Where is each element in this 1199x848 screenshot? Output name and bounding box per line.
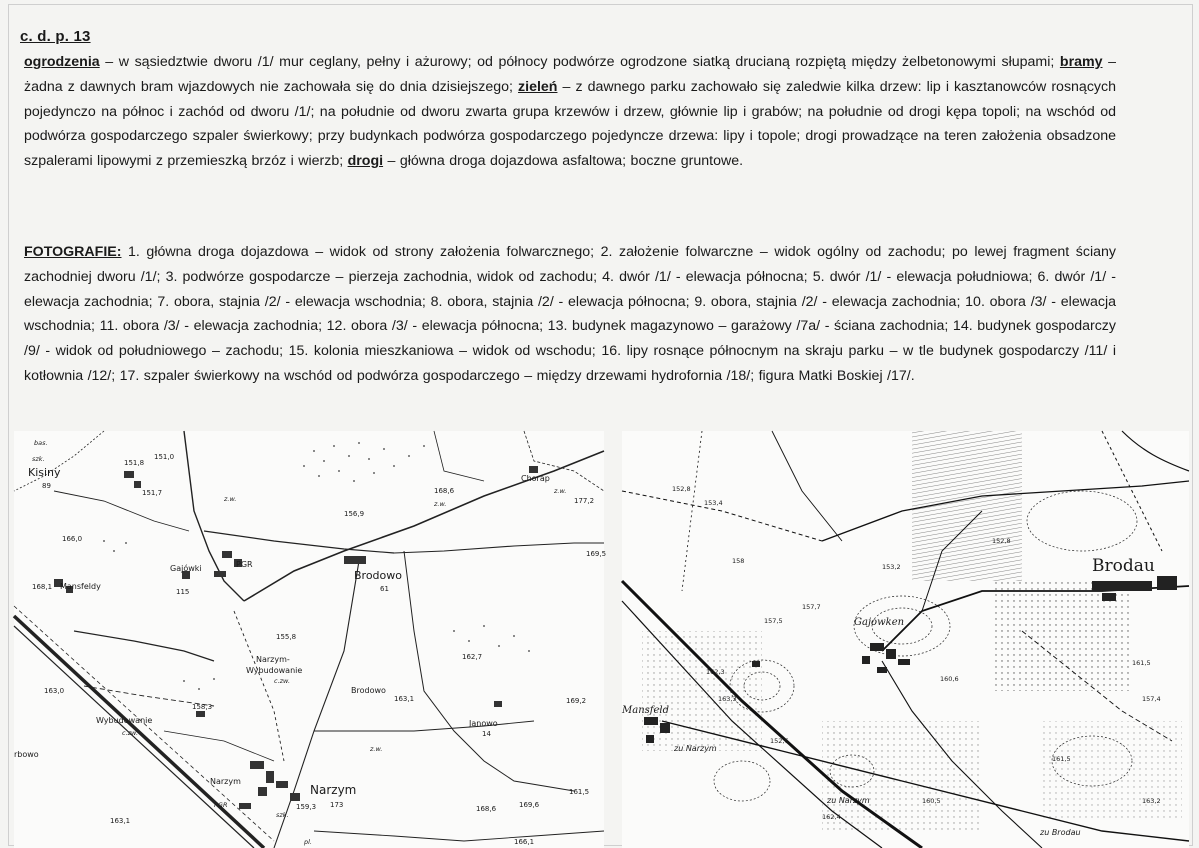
label-gajowken: Gajowken xyxy=(854,617,905,628)
elevation: 162,7 xyxy=(462,653,483,661)
elevation: 161,5 xyxy=(1132,659,1151,667)
abbreviation: pl. xyxy=(304,838,312,846)
label-wybudowanie-2: Wybudowanie xyxy=(96,716,153,725)
elevation: 162,3 xyxy=(706,668,725,676)
label-zu-narzym-2: zu Narzym xyxy=(827,796,870,805)
elevation: 160,5 xyxy=(922,797,941,805)
text-ogrodzenia: – w sąsiedztwie dworu /1/ mur ceglany, pełny i ażurowy; od północy podwórze ogrodzone siatką drucianą rozpiętą między żelbetonowymi słupami; xyxy=(99,54,1060,70)
label-brodau: Brodau xyxy=(1092,556,1155,576)
elevation: 153,4 xyxy=(704,499,723,507)
label-brodowo-small: Brodowo xyxy=(351,686,386,695)
label-kisiny-num: 89 xyxy=(42,482,51,490)
elevation: 159,3 xyxy=(296,803,317,811)
label-wybudowanie: Wybudowanie xyxy=(246,666,303,675)
map-historical-areas xyxy=(642,431,1182,831)
elevation: 157,4 xyxy=(1142,695,1161,703)
elevation: 152,8 xyxy=(672,485,691,493)
elevation: 169,5 xyxy=(586,550,607,558)
elevation: 155,8 xyxy=(276,633,297,641)
elevation: 156,9 xyxy=(344,510,365,518)
elevation: 151,0 xyxy=(154,453,175,461)
photographs-list: 1. główna droga dojazdowa – widok od strony założenia folwarcznego; 2. założenie folwarczne – widok ogólny od zachodu; po lewej fragment ściany zachodniej dworu /1/; 3. podwórze gospodarcze – pierzeja zachodnia, widok od zachodu; 4. dwór /1/ - elewacja północna; 5. dwór /1/ - elewacja południowa; 6. dwór /1/ - elewacja zachodnia; 7. obora, stajnia /2/ - elewacja wschodnia; 8. obora, stajnia /2/ - elewacja północna; 9. obora, stajnia /2/ - elewacja zachodnia; 10. obora /3/ - elewacja wschodnia; 11. obora /3/ - elewacja zachodnia; 12. obora /3/ - elewacja północna; 13. budynek magazynowo – garażowy /7a/ - ściana zachodnia; 14. budynek gospodarczy /9/ - widok od południowego – zachodu; 15. kolonia mieszkaniowa – widok od wschodu; 16. lipy rosnące północnym na skraju parku – w tle budynek gospodarczy /11/ i kotłownia /12/; 17. szpaler świerkowy na wschód od podwórza gospodarczego – między drzewami hydrofornia /18/; figura Matki Boskiej /17/. xyxy=(24,244,1116,384)
elevation: 168,1 xyxy=(32,583,53,591)
elevation: 160,6 xyxy=(940,675,959,683)
text-drogi: – główna droga dojazdowa asfaltowa; boczne gruntowe. xyxy=(383,153,744,170)
label-gajowki-num: 115 xyxy=(176,588,190,596)
elevation: 163,2 xyxy=(1142,797,1161,805)
elevation: 161,5 xyxy=(569,788,590,796)
label-chorap: Chorap xyxy=(521,474,550,483)
elevation: 161,5 xyxy=(1052,755,1071,763)
elevation: 163,0 xyxy=(44,687,65,695)
elevation: 157,7 xyxy=(802,603,821,611)
label-zbowo: rbowo xyxy=(14,750,39,759)
elevation: 168,6 xyxy=(476,805,497,813)
elevation: 153,2 xyxy=(882,563,901,571)
label-gajowki: Gajówki xyxy=(170,564,202,573)
label-zu-brodau: zu Brodau xyxy=(1040,828,1081,837)
abbreviation: z.w. xyxy=(554,487,567,495)
label-mansfeldy: Mansfeldy xyxy=(60,582,101,591)
term-drogi: drogi xyxy=(347,153,384,170)
description-paragraph xyxy=(24,50,1116,174)
term-fotografie: FOTOGRAFIE: xyxy=(24,244,122,260)
abbreviation: c.zw. xyxy=(122,729,139,737)
elevation: 166,1 xyxy=(514,838,535,846)
label-narzym-small: Narzym xyxy=(210,777,241,786)
elevation: 163,1 xyxy=(394,695,415,703)
label-mansfeld: Mansfeld xyxy=(622,705,669,716)
label-kisiny: Kisiny xyxy=(28,466,61,479)
elevation: 158,3 xyxy=(192,703,213,711)
label-zu-narzym: zu Narzym xyxy=(674,744,717,753)
abbreviation: z.w. xyxy=(434,500,447,508)
map-modern-roads xyxy=(14,431,607,848)
map-historical-svg xyxy=(622,431,1189,848)
elevation: 177,2 xyxy=(574,497,595,505)
abbreviation: c.zw. xyxy=(274,677,291,685)
elevation: 158 xyxy=(732,557,745,565)
abbreviation: PGR xyxy=(214,801,228,809)
elevation: 163,1 xyxy=(110,817,131,825)
text-bramy: – żadna z dawnych bram wjazdowych nie zachowała się do dnia dzisiejszego; xyxy=(24,54,1116,95)
text-zielen: – z dawnego parku zachowało się zaledwie kilka drzew: lip i kasztanowców rosnących pojedynczo na północ i zachód od dworu /1/; na południe od dworu zwarta grupa krzewów i drzew, głównie lip i grabów; na południe od drogi kępa topoli; na wschód od podwórza gospodarczego szpaler świerkowy; przy budynkach podwórza gospodarczego pojedyncze drzewa: lipy i topole; drogi prowadzące na teren założenia obsadzone szpalerami lipowymi z przemieszką brzóz i wierzb; xyxy=(24,78,1116,170)
elevation: 151,8 xyxy=(124,459,145,467)
map-historical-german xyxy=(622,431,1189,848)
label-pgr: PGR xyxy=(236,560,253,569)
abbreviation: z.w. xyxy=(370,745,383,753)
elevation: 166,0 xyxy=(62,535,83,543)
map-modern-svg xyxy=(14,431,607,848)
elevation: 151,7 xyxy=(142,489,163,497)
term-ogrodzenia: ogrodzenia xyxy=(24,54,100,70)
photographs-paragraph xyxy=(24,240,1116,389)
elevation: 157,5 xyxy=(764,617,783,625)
elevation: 168,6 xyxy=(434,487,455,495)
abbreviation: bas. xyxy=(34,439,48,447)
label-narzym-num: 173 xyxy=(330,801,344,809)
term-bramy: bramy xyxy=(1059,54,1103,70)
page-header: c. d. p. 13 xyxy=(20,28,91,45)
elevation: 169,2 xyxy=(566,697,587,705)
label-narzym: Narzym xyxy=(310,783,357,797)
term-zielen: zieleń xyxy=(518,78,558,95)
label-brodowo-num: 61 xyxy=(380,585,389,593)
abbreviation: szk. xyxy=(276,811,289,819)
abbreviation: szk. xyxy=(32,455,45,463)
elevation: 162,4 xyxy=(822,813,841,821)
label-janowo-num: 14 xyxy=(482,730,491,738)
elevation: 163,3 xyxy=(718,695,737,703)
map-modern-topographic xyxy=(14,431,607,848)
elevation: 169,6 xyxy=(519,801,540,809)
elevation: 152,6 xyxy=(770,737,789,745)
elevation: 152,8 xyxy=(992,537,1011,545)
map-modern-abbreviations xyxy=(32,439,566,846)
label-janowo: Janowo xyxy=(469,719,498,728)
label-brodowo: Brodowo xyxy=(354,569,402,582)
label-narzym-wyb: Narzym- xyxy=(256,655,290,664)
abbreviation: z.w. xyxy=(224,495,237,503)
